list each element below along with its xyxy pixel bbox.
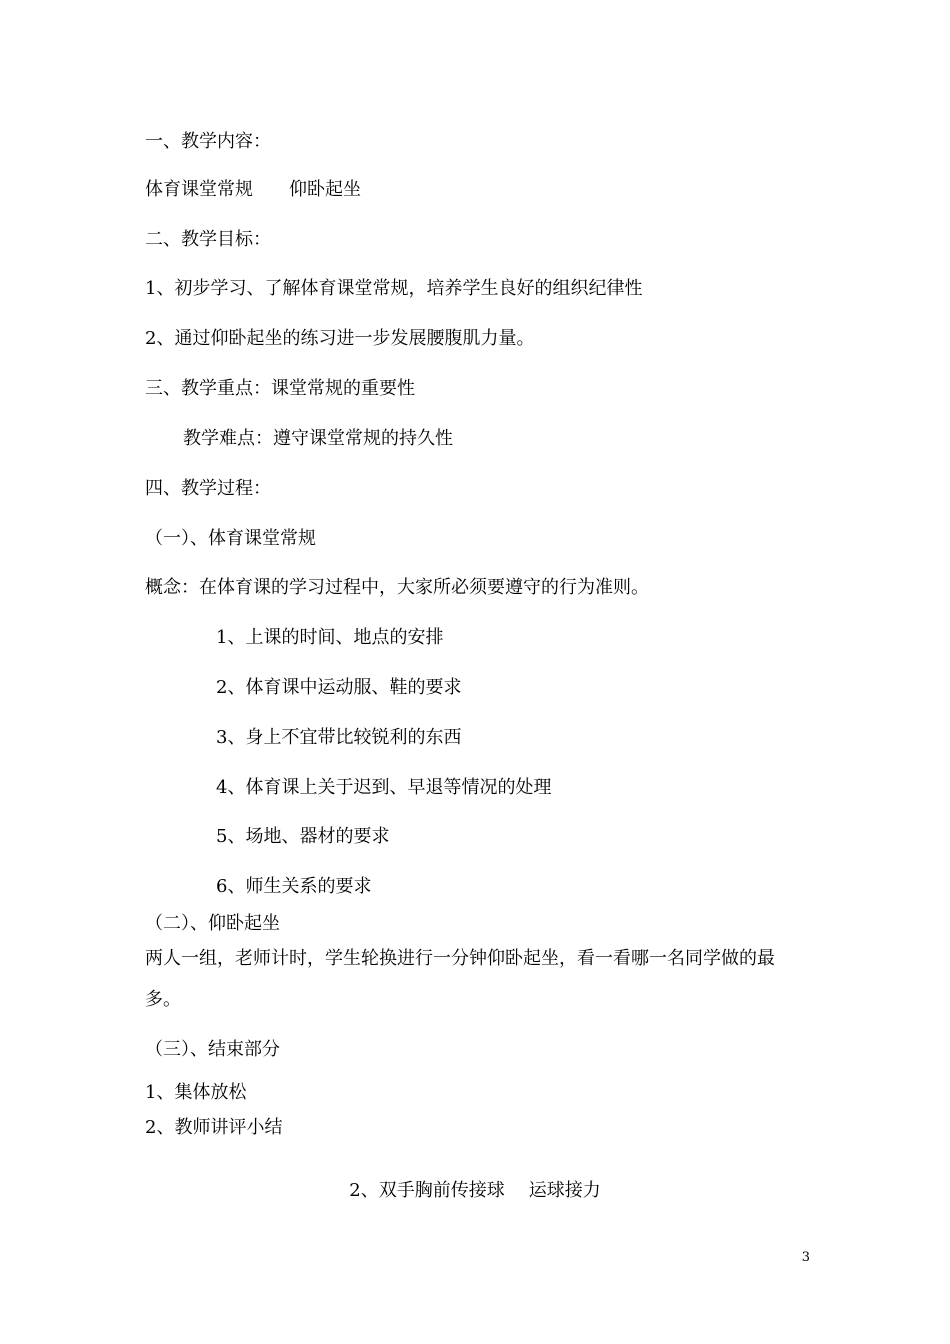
content-item-situps: 仰卧起坐: [289, 179, 361, 200]
rule-item-4: 4、体育课上关于迟到、早退等情况的处理: [216, 777, 552, 798]
goal-1: 1、初步学习、了解体育课堂常规，培养学生良好的组织纪律性: [145, 278, 643, 299]
part2-text-line2: 多。: [145, 989, 181, 1010]
page-number: 3: [801, 1250, 810, 1265]
next-lesson-title: [0, 1179, 950, 1203]
process-heading: 四、教学过程：: [145, 478, 271, 499]
part2-heading: （二）、仰卧起坐: [145, 913, 280, 934]
content-heading: 一、教学内容：: [145, 131, 271, 152]
part2-text-line1: 两人一组，老师计时，学生轮换进行一分钟仰卧起坐，看一看哪一名同学做的最: [145, 948, 775, 969]
part3-heading: （三）、结束部分: [145, 1039, 280, 1060]
next-lesson-passing: 2、双手胸前传接球: [349, 1180, 505, 1201]
rule-item-6: 6、师生关系的要求: [216, 876, 372, 897]
rule-item-3: 3、身上不宜带比较锐利的东西: [216, 727, 462, 748]
part1-heading: （一）、体育课堂常规: [145, 528, 316, 549]
goal-2: 2、通过仰卧起坐的练习进一步发展腰腹肌力量。: [145, 328, 535, 349]
content-items: [145, 178, 361, 202]
rule-item-2: 2、体育课中运动服、鞋的要求: [216, 677, 462, 698]
rule-item-5: 5、场地、器材的要求: [216, 826, 390, 847]
end-item-1: 1、集体放松: [145, 1082, 247, 1103]
content-item-routine: 体育课堂常规: [145, 179, 253, 200]
rule-item-1: 1、上课的时间、地点的安排: [216, 627, 444, 648]
end-item-2: 2、教师讲评小结: [145, 1117, 283, 1138]
key-point: 三、教学重点：课堂常规的重要性: [145, 378, 415, 399]
next-lesson-relay: 运球接力: [528, 1180, 601, 1201]
concept-text: 概念：在体育课的学习过程中，大家所必须要遵守的行为准则。: [145, 577, 649, 598]
difficult-point: 教学难点：遵守课堂常规的持久性: [183, 428, 453, 449]
goals-heading: 二、教学目标：: [145, 229, 271, 250]
